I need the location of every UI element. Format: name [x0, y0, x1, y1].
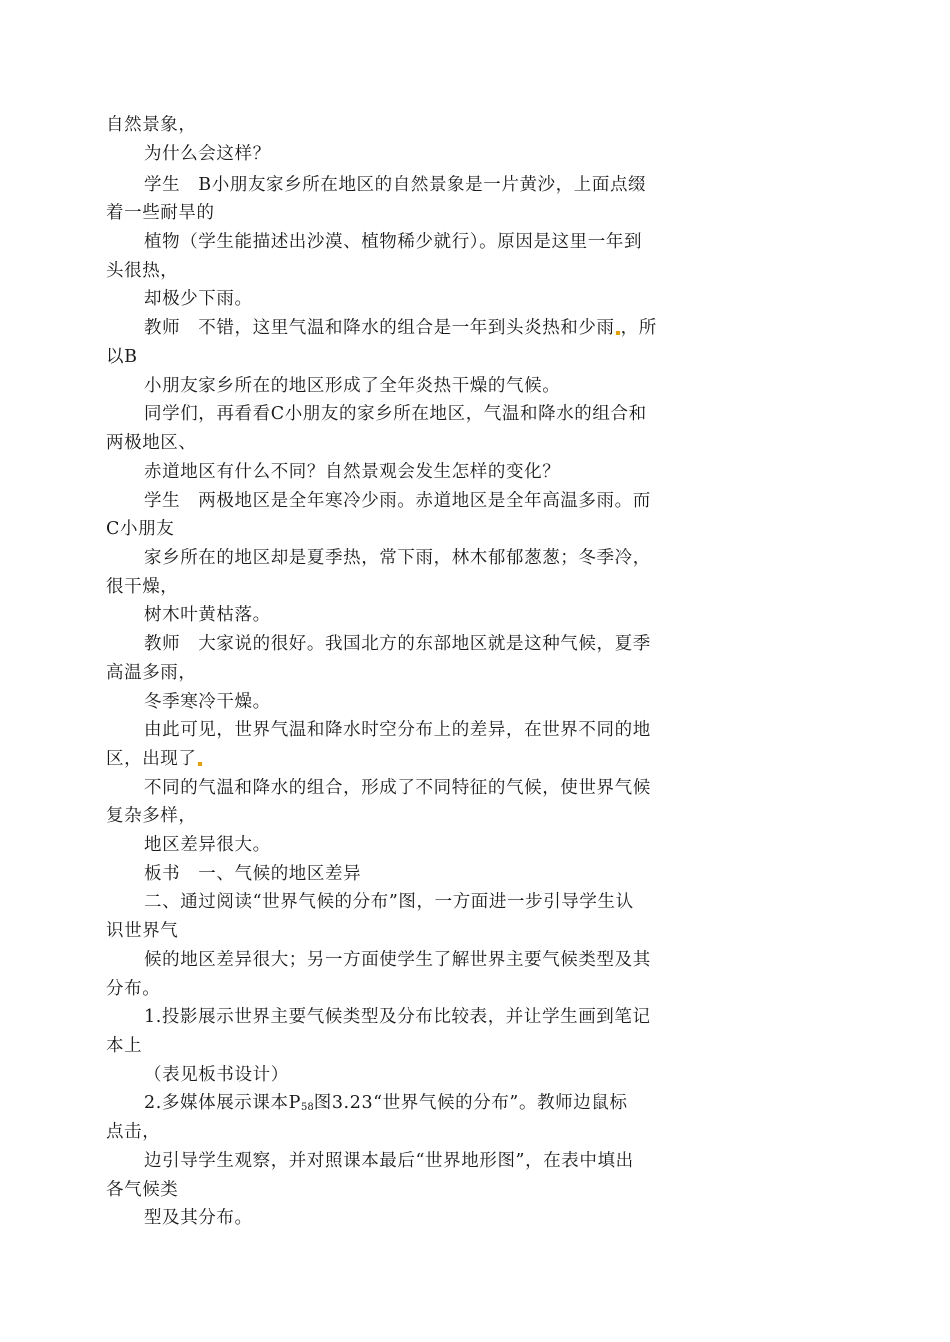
text-line: 为什么会这样？ — [144, 144, 271, 164]
text-line: 赤道地区有什么不同？自然景观会发生怎样的变化？ — [144, 462, 561, 482]
text-line: 教师 大家说的很好。我国北方的东部地区就是这种气候，夏季 — [144, 634, 651, 654]
text-line: 由此可见，世界气温和降水时空分布上的差异，在世界不同的地 — [144, 720, 651, 740]
text-span: 教师 不错，这里气温和降水的组合是一年到头炎热和少雨 — [144, 318, 615, 338]
text-span: 区，出现了 — [106, 749, 197, 769]
highlight-mark — [198, 762, 202, 766]
text-line: C小朋友 — [106, 519, 175, 539]
text-line: 型及其分布。 — [144, 1208, 253, 1228]
highlight-mark — [616, 331, 620, 335]
text-line: 二、通过阅读“世界气候的分布”图，一方面进一步引导学生认 — [144, 892, 634, 912]
text-line: 同学们，再看看C小朋友的家乡所在地区，气温和降水的组合和 — [144, 404, 647, 424]
text-line — [144, 1091, 628, 1120]
text-line: 本上 — [106, 1036, 143, 1056]
text-line: 头很热， — [106, 261, 179, 281]
text-line: 小朋友家乡所在的地区形成了全年炎热干燥的气候。 — [144, 376, 561, 396]
text-line: 1.投影展示世界主要气候类型及分布比较表，并让学生画到笔记 — [144, 1007, 651, 1027]
text-line: 候的地区差异很大；另一方面使学生了解世界主要气候类型及其 — [144, 950, 651, 970]
text-line: 学生 两极地区是全年寒冷少雨。赤道地区是全年高温多雨。而 — [144, 491, 651, 511]
text-line: 各气候类 — [106, 1180, 179, 1200]
text-line: 边引导学生观察，并对照课本最后“世界地形图”，在表中填出 — [144, 1151, 634, 1171]
text-span: ，所 — [620, 318, 657, 338]
text-line: 很干燥， — [106, 577, 179, 597]
text-line: 复杂多样， — [106, 806, 197, 826]
text-line: 高温多雨， — [106, 663, 197, 683]
text-line: （表见板书设计） — [144, 1065, 289, 1085]
text-line: 却极少下雨。 — [144, 289, 253, 309]
text-line: 树木叶黄枯落。 — [144, 605, 271, 625]
text-line: 分布。 — [106, 979, 161, 999]
text-line: 两极地区、 — [106, 433, 197, 453]
text-line: 冬季寒冷干燥。 — [144, 692, 271, 712]
text-line: 自然景象， — [106, 115, 197, 135]
text-span: 2.多媒体展示课本P — [144, 1093, 301, 1113]
text-line: 以B — [106, 347, 138, 367]
text-line: 不同的气温和降水的组合，形成了不同特征的气候，使世界气候 — [144, 778, 651, 798]
text-line — [106, 747, 203, 771]
text-line — [144, 316, 657, 340]
page-subscript: 58 — [300, 1102, 314, 1113]
text-line: 点击， — [106, 1122, 161, 1142]
text-line: 着一些耐旱的 — [106, 203, 215, 223]
text-line: 学生 B小朋友家乡所在地区的自然景象是一片黄沙，上面点缀 — [144, 175, 647, 195]
text-line: 家乡所在的地区却是夏季热，常下雨，林木郁郁葱葱；冬季冷， — [144, 548, 651, 568]
text-line: 地区差异很大。 — [144, 835, 271, 855]
text-line: 识世界气 — [106, 921, 179, 941]
text-span: 图3.23“世界气候的分布”。教师边鼠标 — [313, 1093, 628, 1113]
text-line: 植物（学生能描述出沙漠、植物稀少就行）。原因是这里一年到 — [144, 232, 643, 252]
text-line: 板书 一、气候的地区差异 — [144, 864, 362, 884]
